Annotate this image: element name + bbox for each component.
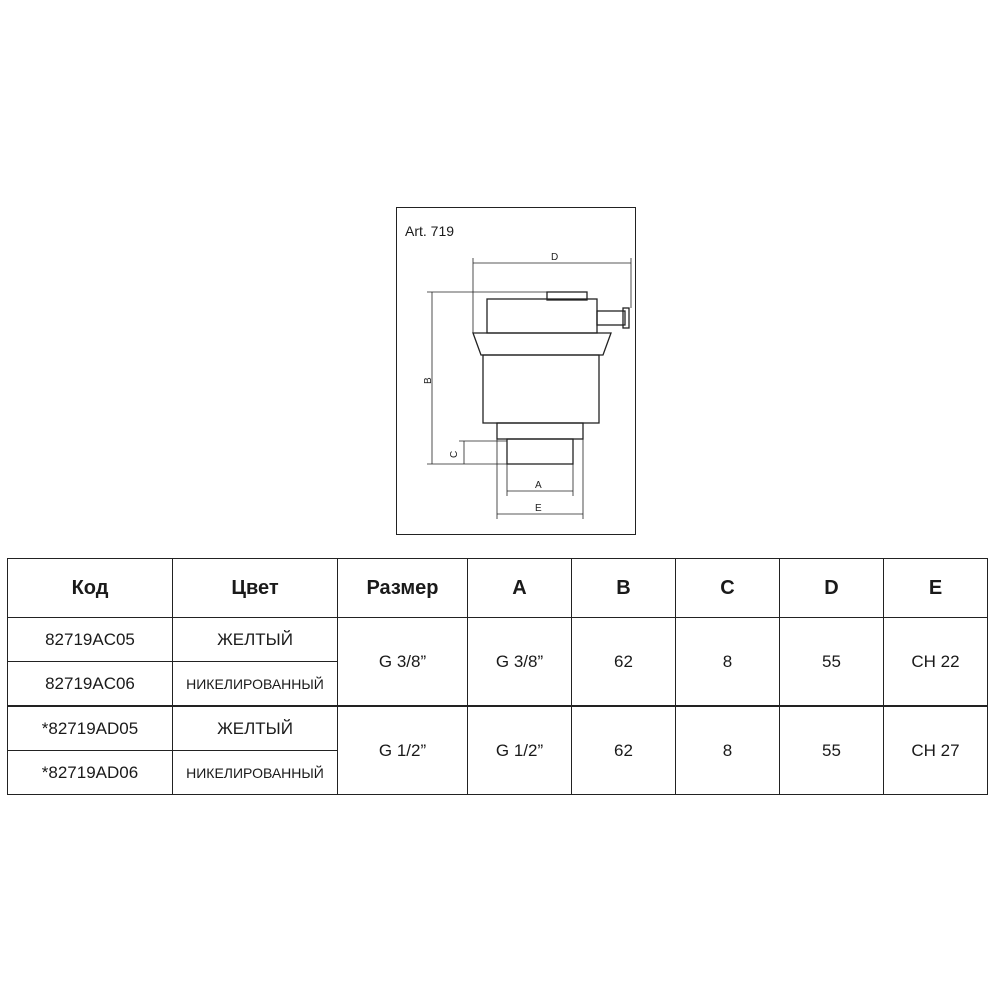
table-header-row bbox=[8, 559, 988, 618]
cell-color: ЖЕЛТЫЙ bbox=[173, 706, 338, 751]
dim-a-label: A bbox=[535, 480, 542, 491]
header-size: Размер bbox=[338, 559, 468, 618]
drawing-title: Art. 719 bbox=[405, 223, 455, 239]
table-row bbox=[8, 618, 988, 662]
specification-table bbox=[7, 558, 988, 795]
cell-size: G 1/2” bbox=[338, 706, 468, 795]
header-a: A bbox=[468, 559, 572, 618]
cell-a: G 3/8” bbox=[468, 618, 572, 707]
cell-color: НИКЕЛИРОВАННЫЙ bbox=[173, 751, 338, 795]
valve-hex-nut bbox=[497, 423, 583, 439]
cell-code: *82719AD05 bbox=[8, 706, 173, 751]
header-b: B bbox=[572, 559, 676, 618]
valve-thread bbox=[507, 439, 573, 464]
cell-color: ЖЕЛТЫЙ bbox=[173, 618, 338, 662]
cell-code: 82719AC05 bbox=[8, 618, 173, 662]
cell-c: 8 bbox=[676, 618, 780, 707]
cell-d: 55 bbox=[780, 618, 884, 707]
valve-nozzle bbox=[597, 311, 625, 325]
cell-c: 8 bbox=[676, 706, 780, 795]
valve-cap-top bbox=[487, 299, 597, 333]
dim-e-label: E bbox=[535, 503, 542, 514]
cell-a: G 1/2” bbox=[468, 706, 572, 795]
technical-drawing bbox=[396, 207, 636, 535]
table-row bbox=[8, 706, 988, 751]
valve-collar bbox=[473, 333, 611, 355]
dim-d-label: D bbox=[551, 252, 559, 263]
valve-body bbox=[483, 355, 599, 423]
header-e: E bbox=[884, 559, 988, 618]
cell-b: 62 bbox=[572, 618, 676, 707]
cell-e: CH 22 bbox=[884, 618, 988, 707]
cell-size: G 3/8” bbox=[338, 618, 468, 707]
cell-b: 62 bbox=[572, 706, 676, 795]
cell-d: 55 bbox=[780, 706, 884, 795]
cell-code: 82719AC06 bbox=[8, 662, 173, 707]
valve-drawing bbox=[397, 208, 637, 536]
dim-c-label: C bbox=[449, 450, 460, 458]
header-code: Код bbox=[8, 559, 173, 618]
header-c: C bbox=[676, 559, 780, 618]
cell-color: НИКЕЛИРОВАННЫЙ bbox=[173, 662, 338, 707]
cell-code: *82719AD06 bbox=[8, 751, 173, 795]
dim-b-label: B bbox=[423, 377, 434, 384]
cell-e: CH 27 bbox=[884, 706, 988, 795]
header-d: D bbox=[780, 559, 884, 618]
header-color: Цвет bbox=[173, 559, 338, 618]
